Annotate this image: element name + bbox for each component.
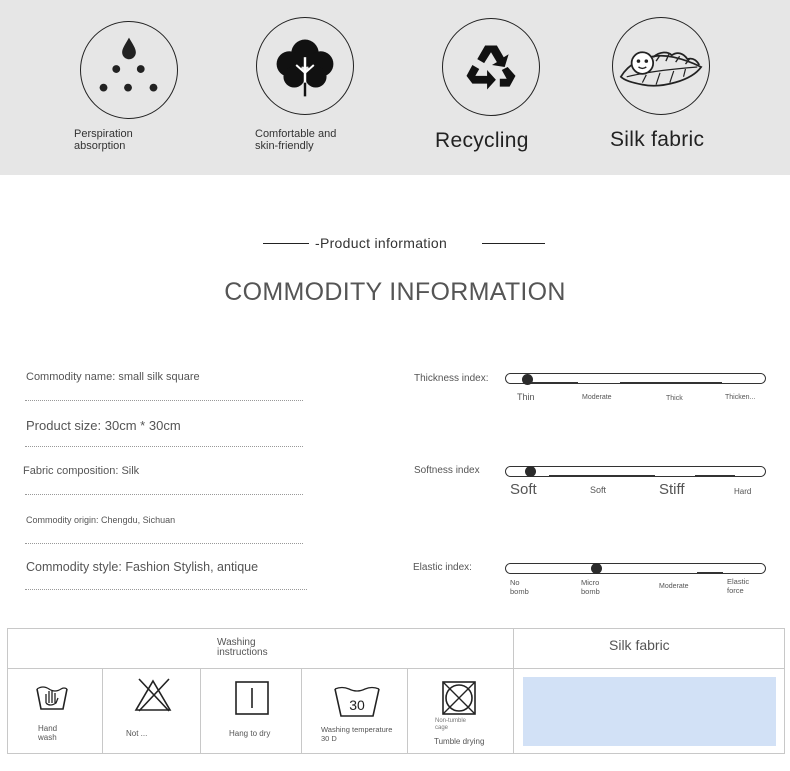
info-label: Commodity origin: [26,515,99,525]
dotted-separator [25,543,303,544]
thickness-index-label: Thickness index: [414,373,489,384]
elastic-tick-micro-bomb: Micro bomb [581,578,600,596]
elastic-tick-elastic-force: Elastic force [727,577,750,595]
thickness-tick-thick: Thick [666,395,683,402]
track-segment [549,475,655,476]
wash-temperature-value: 30 [349,697,365,713]
no-bleach-label: Not ... [126,729,148,738]
info-row-size [26,418,181,433]
info-value: Fashion Stylish, antique [125,560,259,574]
hand-wash-icon [34,681,70,713]
droplet-icon [80,21,178,119]
softness-tick-soft: Soft [510,481,537,498]
silk-color-swatch [523,677,776,746]
dotted-separator [25,446,303,447]
softness-tick-soft-2: Soft [590,485,607,495]
info-row-name [26,371,200,383]
thickness-index-marker [522,374,533,385]
dotted-separator [25,589,307,590]
no-bleach-icon [133,677,173,713]
wash-cell-30 [302,669,408,753]
info-value: 30cm * 30cm [104,418,181,433]
section-title: COMMODITY INFORMATION [224,278,566,306]
wash-30-icon [332,685,382,719]
thickness-tick-moderate: Moderate [582,394,612,401]
washing-icons-row [7,668,514,754]
info-value: Silk [121,465,140,477]
elastic-tick-moderate: Moderate [659,583,689,590]
washing-instructions-heading: Washing instructions [217,637,268,658]
wash-cell-no-tumble [408,669,514,753]
track-segment [620,382,722,383]
wash-cell-hand-wash [8,669,103,753]
info-row-composition [23,465,139,477]
feature-label-silk-fabric: Silk fabric [610,128,705,151]
thickness-tick-thin: Thin [517,392,535,402]
feature-label-comfortable: Comfortable and skin-friendly [255,128,337,152]
info-label: Commodity style: [26,560,122,574]
dotted-separator [25,400,303,401]
wash-cell-no-bleach [103,669,201,753]
elastic-index-label: Elastic index: [413,562,472,573]
hand-wash-label: Hand wash [38,724,58,742]
softness-tick-hard: Hard [734,487,752,496]
info-row-origin [26,515,175,525]
dotted-separator [25,494,303,495]
info-value: Chengdu, Sichuan [101,515,176,525]
no-tumble-dry-icon [441,680,477,716]
tumble-drying-label: Tumble drying [434,737,485,746]
wash-cell-hang-dry [201,669,302,753]
info-label: Fabric composition: [23,465,119,477]
track-segment [695,475,735,476]
elastic-index-track [505,563,766,574]
info-label: Commodity name: [26,371,116,383]
softness-index-marker [525,466,536,477]
no-tumble-dry-note: Non-tumble cage [435,718,467,731]
info-value: small silk square [118,371,200,383]
feature-label-recycling: Recycling [435,129,529,152]
section-divider-right [482,243,545,244]
feature-label-perspiration: Perspiration absorption [74,128,133,152]
thickness-tick-thicken: Thicken... [725,394,756,401]
track-segment [532,382,578,383]
softness-index-label: Softness index [414,465,480,476]
silkworm-icon [612,17,710,115]
wash-30-label: Washing temperature 30 D [321,725,393,743]
silk-fabric-heading: Silk fabric [609,637,670,653]
recycle-icon [442,18,540,116]
info-label: Product size: [26,418,102,433]
feature-banner [0,0,790,175]
elastic-index-marker [591,563,602,574]
hang-dry-label: Hang to dry [229,729,271,738]
cotton-icon [256,17,354,115]
section-subtitle: -Product information [315,235,448,251]
elastic-tick-no-bomb: No bomb [510,578,529,596]
info-row-style [26,560,258,574]
section-divider-left [263,243,309,244]
softness-tick-stiff: Stiff [659,481,685,498]
hang-dry-icon [234,680,270,716]
track-segment [697,572,723,573]
